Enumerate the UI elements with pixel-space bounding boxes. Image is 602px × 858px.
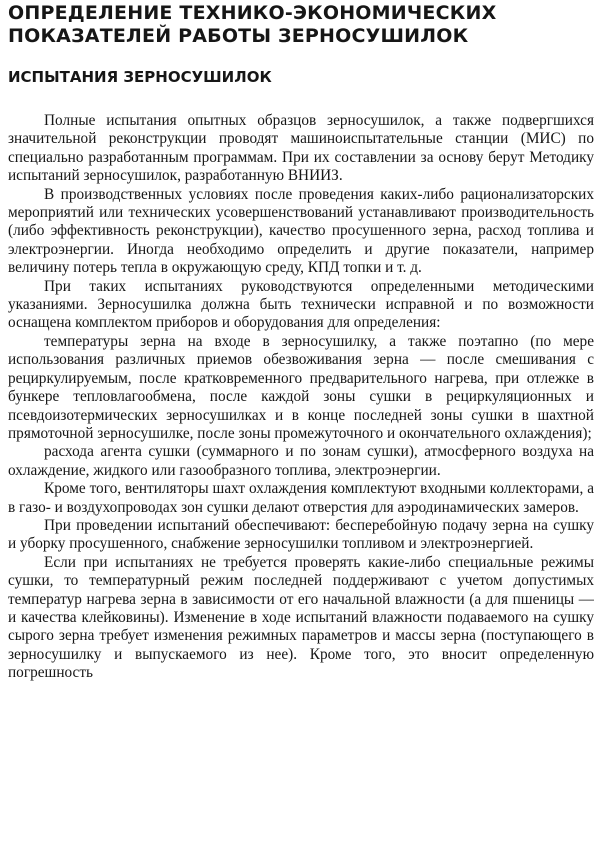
page-title <box>8 2 594 48</box>
document-page <box>8 2 594 856</box>
body-text <box>8 112 594 683</box>
list-item-agent-consumption: расхода агента сушки (суммарного и по зонам сушки), атмосферного воздуха на охлаждение, жидкого или газообразного топлива, электроэнергии. <box>8 443 594 479</box>
paragraph-fans-collectors: Кроме того, вентиляторы шахт охлаждения комплектуют входными коллекторами, а в газо- и воздухопроводах зон сушки делают отверстия для аэродинамических замеров. <box>8 480 594 516</box>
section-heading: ИСПЫТАНИЯ ЗЕРНОСУШИЛОК <box>8 68 272 86</box>
paragraph-production-conditions: В производственных условиях после проведения каких-либо рационализаторских мероприятий или технических усовершенствований устанавливают производительность (либо эффективность реконструкции), качество просушенного зерна, расход топлива и электроэнергии. Иногда необходимо определить и другие показатели, например величину потерь тепла в окружающую среду, КПД топки и т. д. <box>8 185 594 277</box>
page-title-line-1: ОПРЕДЕЛЕНИЕ ТЕХНИКО-ЭКОНОМИЧЕСКИХ <box>8 2 497 24</box>
paragraph-temperature-mode: Если при испытаниях не требуется проверять какие-либо специальные режимы сушки, то температурный режим последней поддерживают с учетом допустимых температур нагрева зерна в зависимости от его начальной влажности (а для пшеницы — и качества клейковины). Изменение в ходе испытаний влажности подаваемого на сушку сырого зерна требует изменения режимных параметров и массы зерна (поступающего в зерносушилку и выпускаемого из нее). Кроме того, это вносит определенную погрешность <box>8 553 594 682</box>
list-item-grain-temperature: температуры зерна на входе в зерносушилку, а также поэтапно (по мере использования различных приемов обезвоживания зерна — после смешивания с рециркулируемым, после кратковременного предварительного нагрева, при отлежке в бункере тепловлагообмена, после каждой зоны сушки в рециркуляционных и псевдоизотермических зерносушилках и в конце последней зоны сушки в шахтной прямоточной зерносушилке, после зоны промежуточного и окончательного охлаждения); <box>8 332 594 442</box>
paragraph-method-guidelines: При таких испытаниях руководствуются определенными методическими указаниями. Зерносушилка должна быть технически исправной и по возможности оснащена комплектом приборов и оборудования для определения: <box>8 277 594 332</box>
paragraph-test-supply: При проведении испытаний обеспечивают: бесперебойную подачу зерна на сушку и уборку просушенного, снабжение зерносушилки топливом и электроэнергией. <box>8 516 594 553</box>
paragraph-intro: Полные испытания опытных образцов зерносушилок, а также подвергшихся значительной реконструкции проводят машиноиспытательные станции (МИС) по специально разработанным программам. При их составлении за основу берут Методику испытаний зерносушилок, разработанную ВНИИЗ. <box>8 112 594 185</box>
page-title-line-2: ПОКАЗАТЕЛЕЙ РАБОТЫ ЗЕРНОСУШИЛОК <box>8 25 469 47</box>
